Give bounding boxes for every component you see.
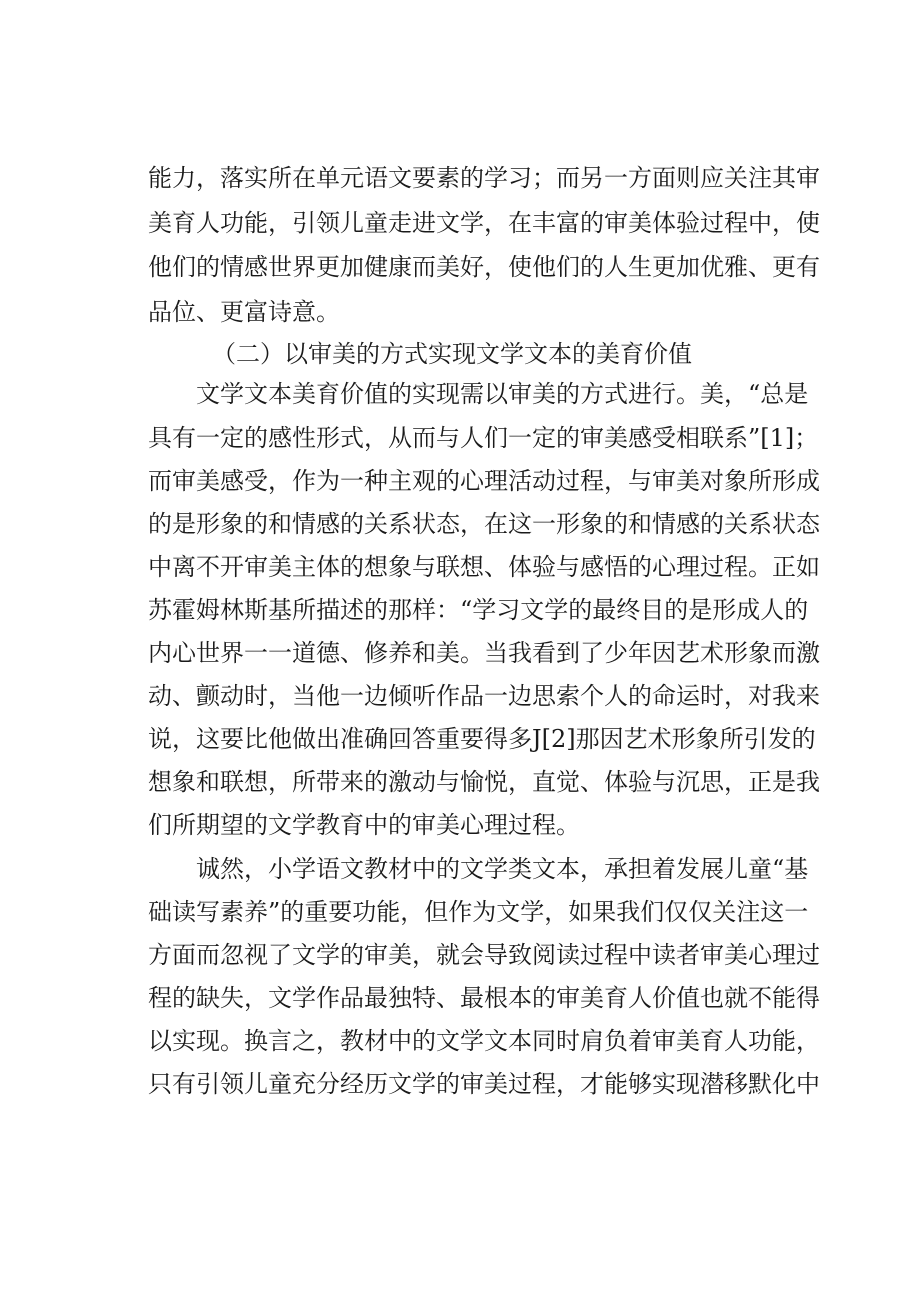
para3-line-6: 只有引领儿童充分经历文学的审美过程，才能够实现潜移默化中 [148,1070,820,1098]
para2-line-1: 文学文本美育价值的实现需以审美的方式进行。美，“总是 [196,380,809,408]
para2-line-5: 中离不开审美主体的想象与联想、体验与感悟的心理过程。正如 [148,553,820,581]
section-heading: （二）以审美的方式实现文学文本的美育价值 [212,340,692,368]
para2-line-4: 的是形象的和情感的关系状态，在这一形象的和情感的关系状态 [148,510,820,538]
para2-line-6: 苏霍姆林斯基所描述的那样：“学习文学的最终目的是形成人的 [148,596,809,624]
para2-line-7: 内心世界一一道德、修养和美。当我看到了少年因艺术形象而激 [148,639,820,667]
para1-line-3: 他们的情感世界更加健康而美好，使他们的人生更加优雅、更有 [148,253,820,281]
para3-line-2: 础读写素养”的重要功能，但作为文学，如果我们仅仅关注这一 [148,898,809,926]
para1-line-4: 品位、更富诗意。 [148,298,340,326]
para3-line-1: 诚然，小学语文教材中的文学类文本，承担着发展儿童“基 [196,855,809,883]
para2-line-10: 想象和联想，所带来的激动与愉悦，直觉、体验与沉思，正是我 [148,768,820,796]
para2-line-2: 具有一定的感性形式，从而与人们一定的审美感受相联系”[1]； [148,424,819,452]
para2-line-9: 说，这要比他做出准确回答重要得多J[2]那因艺术形象所引发的 [148,725,816,753]
para2-line-8: 动、颤动时，当他一边倾听作品一边思索个人的命运时，对我来 [148,682,820,710]
para2-line-3: 而审美感受，作为一种主观的心理活动过程，与审美对象所形成 [148,467,820,495]
para3-line-5: 以实现。换言之，教材中的文学文本同时肩负着审美育人功能， [148,1027,820,1055]
para1-line-2: 美育人功能，引领儿童走进文学，在丰富的审美体验过程中，使 [148,209,820,237]
para2-line-11: 们所期望的文学教育中的审美心理过程。 [148,811,580,839]
para1-line-1: 能力，落实所在单元语文要素的学习；而另一方面则应关注其审 [148,164,820,192]
para3-line-3: 方面而忽视了文学的审美，就会导致阅读过程中读者审美心理过 [148,941,820,969]
para3-line-4: 程的缺失，文学作品最独特、最根本的审美育人价值也就不能得 [148,984,820,1012]
